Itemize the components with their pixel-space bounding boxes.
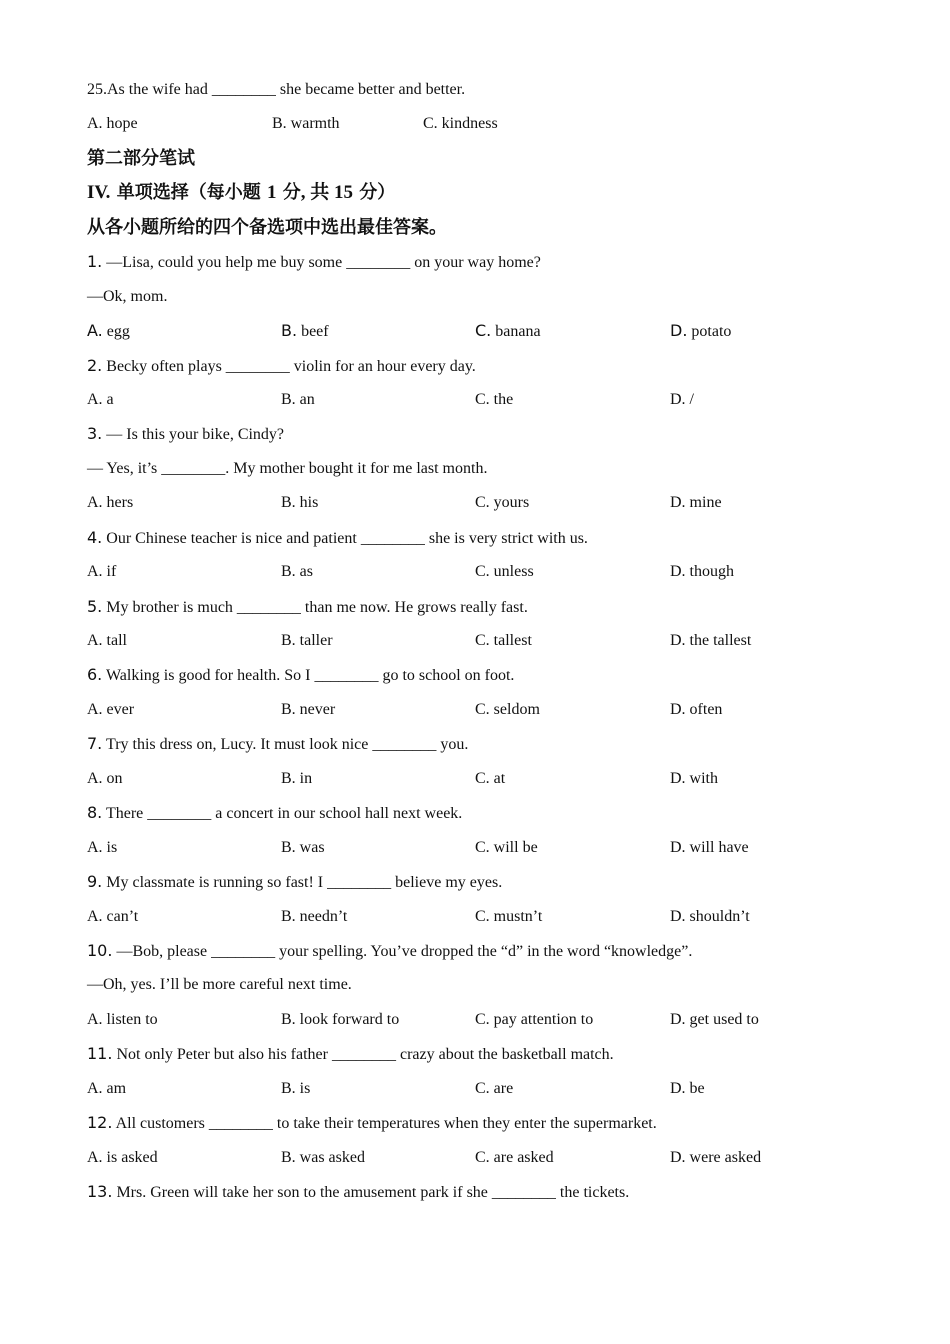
question-6-options xyxy=(87,696,887,730)
option-c: C. the xyxy=(475,390,514,408)
section-heading xyxy=(87,179,887,213)
question-1-stem xyxy=(87,248,887,282)
question-11-stem xyxy=(87,1040,887,1074)
section-comma: , 共 xyxy=(300,182,335,204)
option-b: B. look forward to xyxy=(281,1010,400,1028)
option-d: D. with xyxy=(670,769,718,787)
option-c: C. yours xyxy=(475,494,530,512)
question-text: Our Chinese teacher is nice and patient ________ she is very strict with us. xyxy=(102,529,588,547)
option-a: A. am xyxy=(87,1079,127,1097)
question-12-stem xyxy=(87,1109,887,1143)
option-d: D. be xyxy=(670,1079,705,1097)
question-7-options xyxy=(87,765,887,799)
question-7-stem xyxy=(87,730,887,764)
option-c: C. tallest xyxy=(475,632,532,649)
question-number: 2. xyxy=(87,355,103,375)
option-a: A. ever xyxy=(87,700,135,718)
question-number: 10. xyxy=(87,940,113,960)
question-2-stem xyxy=(87,352,887,386)
section-total-unit: 分） xyxy=(353,182,396,204)
section-points: 1 xyxy=(266,182,277,204)
option-d: D. / xyxy=(670,390,694,408)
option-c: C. seldom xyxy=(475,700,540,718)
question-number: 6. xyxy=(87,665,103,685)
option-b: B. an xyxy=(281,390,315,408)
question-8-options xyxy=(87,834,887,868)
question-text: There ________ a concert in our school hall next week. xyxy=(102,805,463,823)
question-10-stem xyxy=(87,937,887,971)
option-a: A. is xyxy=(87,838,118,856)
question-1-options xyxy=(87,317,887,351)
question-25-options xyxy=(87,110,887,144)
question-4-options xyxy=(87,558,887,592)
option-a: A. hope xyxy=(87,115,138,133)
question-number: 7. xyxy=(87,734,103,754)
option-c: C. at xyxy=(475,769,506,787)
option-c: C. unless xyxy=(475,563,534,581)
option-d: D. were asked xyxy=(670,1148,762,1166)
question-text: —Bob, please ________ your spelling. You’ve dropped the “d” in the word “knowledge”. xyxy=(112,942,693,960)
option-a: A. hers xyxy=(87,494,134,512)
question-number: 12. xyxy=(87,1113,113,1133)
option-b: B. is xyxy=(281,1079,311,1097)
exam-page xyxy=(87,76,887,1212)
option-d: D. though xyxy=(670,563,734,581)
part-two-title: 第二部分笔试 xyxy=(87,147,195,169)
question-number: 5. xyxy=(87,596,103,616)
question-12-options xyxy=(87,1144,887,1178)
section-title: 单项选择（每小题 xyxy=(110,182,267,204)
question-10-options xyxy=(87,1006,887,1040)
option-d: D. potato xyxy=(670,321,732,341)
question-text: Becky often plays ________ violin for an hour every day. xyxy=(102,357,476,375)
question-11-options xyxy=(87,1075,887,1109)
question-number: 4. xyxy=(87,527,103,547)
option-b: B. in xyxy=(281,769,313,787)
section-roman: IV. xyxy=(87,182,111,204)
question-5-stem xyxy=(87,593,887,627)
option-d: D. often xyxy=(670,700,723,718)
option-c: C. will be xyxy=(475,838,538,856)
question-text: Walking is good for health. So I ________ go to school on foot. xyxy=(102,667,515,685)
option-a: A. listen to xyxy=(87,1010,158,1028)
option-a: A. on xyxy=(87,769,123,787)
question-2-options xyxy=(87,386,887,420)
option-c: C. are xyxy=(475,1079,514,1097)
option-d: D. get used to xyxy=(670,1010,759,1028)
question-1-reply: —Ok, mom. xyxy=(87,287,168,305)
option-b: B. was asked xyxy=(281,1148,365,1166)
option-c: C. kindness xyxy=(423,115,498,133)
option-a: A. egg xyxy=(87,321,130,341)
question-text: My classmate is running so fast! I ________ believe my eyes. xyxy=(102,874,503,892)
question-text: Not only Peter but also his father ________ crazy about the basketball match. xyxy=(112,1046,614,1064)
question-3-reply: — Yes, it’s ________. My mother bought it for me last month. xyxy=(87,459,488,477)
option-d: D. mine xyxy=(670,494,722,512)
question-text: All customers ________ to take their temperatures when they enter the supermarket. xyxy=(112,1115,657,1133)
question-text: Try this dress on, Lucy. It must look nice ________ you. xyxy=(102,736,469,754)
option-b: B. as xyxy=(281,563,313,581)
option-a: A. can’t xyxy=(87,907,139,925)
option-b: B. his xyxy=(281,494,319,512)
option-b: B. beef xyxy=(281,321,329,341)
option-d: D. the tallest xyxy=(670,632,752,649)
question-13-stem xyxy=(87,1178,887,1212)
question-10-reply: —Oh, yes. I’ll be more careful next time. xyxy=(87,976,352,994)
question-number: 8. xyxy=(87,803,103,823)
question-text: My brother is much ________ than me now. He grows really fast. xyxy=(102,598,528,616)
option-b: B. needn’t xyxy=(281,907,348,925)
question-25-stem: 25.As the wife had ________ she became better and better. xyxy=(87,81,466,98)
option-b: B. was xyxy=(281,838,325,856)
option-a: A. if xyxy=(87,563,117,581)
question-number: 13. xyxy=(87,1182,113,1201)
question-number: 11. xyxy=(87,1044,113,1064)
question-5-options xyxy=(87,627,887,661)
option-c: C. are asked xyxy=(475,1148,554,1166)
option-b: B. taller xyxy=(281,632,333,649)
option-a: A. a xyxy=(87,390,114,408)
question-8-stem xyxy=(87,799,887,833)
question-4-stem xyxy=(87,524,887,558)
question-3-stem xyxy=(87,420,887,454)
question-number: 3. xyxy=(87,424,103,444)
option-c: C. banana xyxy=(475,321,541,341)
option-c: C. mustn’t xyxy=(475,907,543,925)
option-a: A. is asked xyxy=(87,1148,158,1166)
question-text: —Lisa, could you help me buy some ________ on your way home? xyxy=(102,254,541,272)
option-d: D. will have xyxy=(670,838,749,856)
question-number: 1. xyxy=(87,252,103,272)
section-instruction: 从各小题所给的四个备选项中选出最佳答案。 xyxy=(87,216,447,238)
question-text: Mrs. Green will take her son to the amusement park if she ________ the tickets. xyxy=(112,1184,630,1201)
option-b: B. never xyxy=(281,700,336,718)
question-3-options xyxy=(87,489,887,523)
question-9-options xyxy=(87,903,887,937)
question-9-stem xyxy=(87,868,887,902)
option-c: C. pay attention to xyxy=(475,1010,594,1028)
section-points-unit: 分 xyxy=(276,182,301,204)
question-6-stem xyxy=(87,661,887,695)
question-number: 9. xyxy=(87,872,103,892)
option-b: B. warmth xyxy=(272,115,340,133)
section-total: 15 xyxy=(334,182,354,204)
option-a: A. tall xyxy=(87,632,127,649)
question-text: — Is this your bike, Cindy? xyxy=(102,426,285,444)
option-d: D. shouldn’t xyxy=(670,907,750,925)
